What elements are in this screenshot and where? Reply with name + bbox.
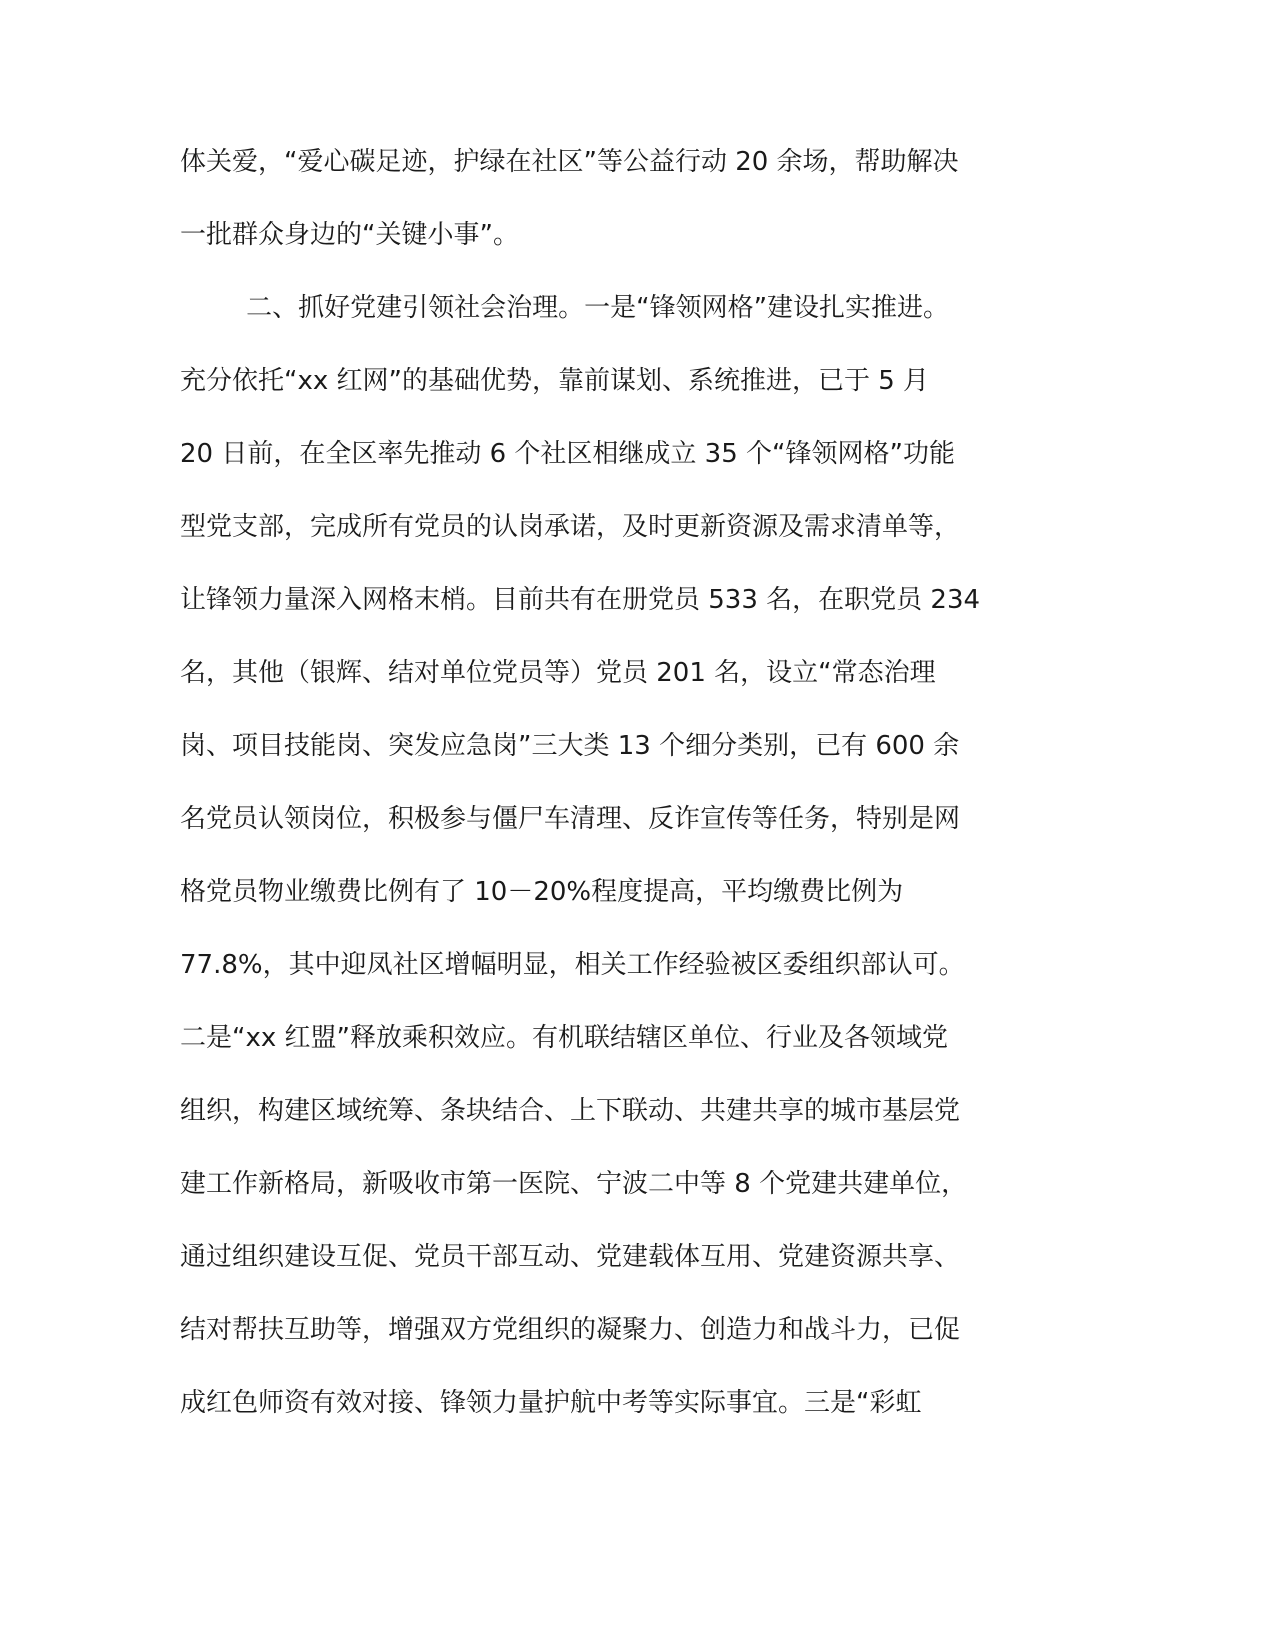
text-line-5: 20 日前，在全区率先推动 6 个社区相继成立 35 个“锋领网格”功能 <box>180 439 955 469</box>
text-line-17: 结对帮扶互助等，增强双方党组织的凝聚力、创造力和战斗力，已促 <box>180 1315 961 1345</box>
text-line-16: 通过组织建设互促、党员干部互动、党建载体互用、党建资源共享、 <box>180 1242 961 1272</box>
text-line-7: 让锋领力量深入网格末梢。目前共有在册党员 533 名，在职党员 234 <box>180 585 981 615</box>
text-line-9: 岗、项目技能岗、突发应急岗”三大类 13 个细分类别，已有 600 余 <box>180 731 960 761</box>
section-heading-line: 二、抓好党建引领社会治理。一是“锋领网格”建设扎实推进。 <box>180 293 950 323</box>
text-line-15: 建工作新格局，新吸收市第一医院、宁波二中等 8 个党建共建单位， <box>180 1169 968 1199</box>
text-line-14: 组织，构建区域统筹、条块结合、上下联动、共建共享的城市基层党 <box>180 1096 961 1126</box>
text-line-10: 名党员认领岗位，积极参与僵尸车清理、反诈宣传等任务，特别是网 <box>180 804 961 834</box>
text-line-6: 型党支部，完成所有党员的认岗承诺，及时更新资源及需求清单等， <box>180 512 961 542</box>
text-line-1: 体关爱，“爱心碳足迹，护绿在社区”等公益行动 20 余场，帮助解决 <box>180 147 959 177</box>
text-line-11: 格党员物业缴费比例有了 10－20%程度提高，平均缴费比例为 <box>180 877 904 907</box>
text-line-4: 充分依托“xx 红网”的基础优势，靠前谋划、系统推进，已于 5 月 <box>180 366 930 396</box>
text-line-8: 名，其他（银辉、结对单位党员等）党员 201 名，设立“常态治理 <box>180 658 936 688</box>
text-line-18: 成红色师资有效对接、锋领力量护航中考等实际事宜。三是“彩虹 <box>180 1388 922 1418</box>
text-line-13: 二是“xx 红盟”释放乘积效应。有机联结辖区单位、行业及各领域党 <box>180 1023 948 1053</box>
text-line-2: 一批群众身边的“关键小事”。 <box>180 220 519 250</box>
text-line-12: 77.8%，其中迎凤社区增幅明显，相关工作经验被区委组织部认可。 <box>180 950 965 980</box>
